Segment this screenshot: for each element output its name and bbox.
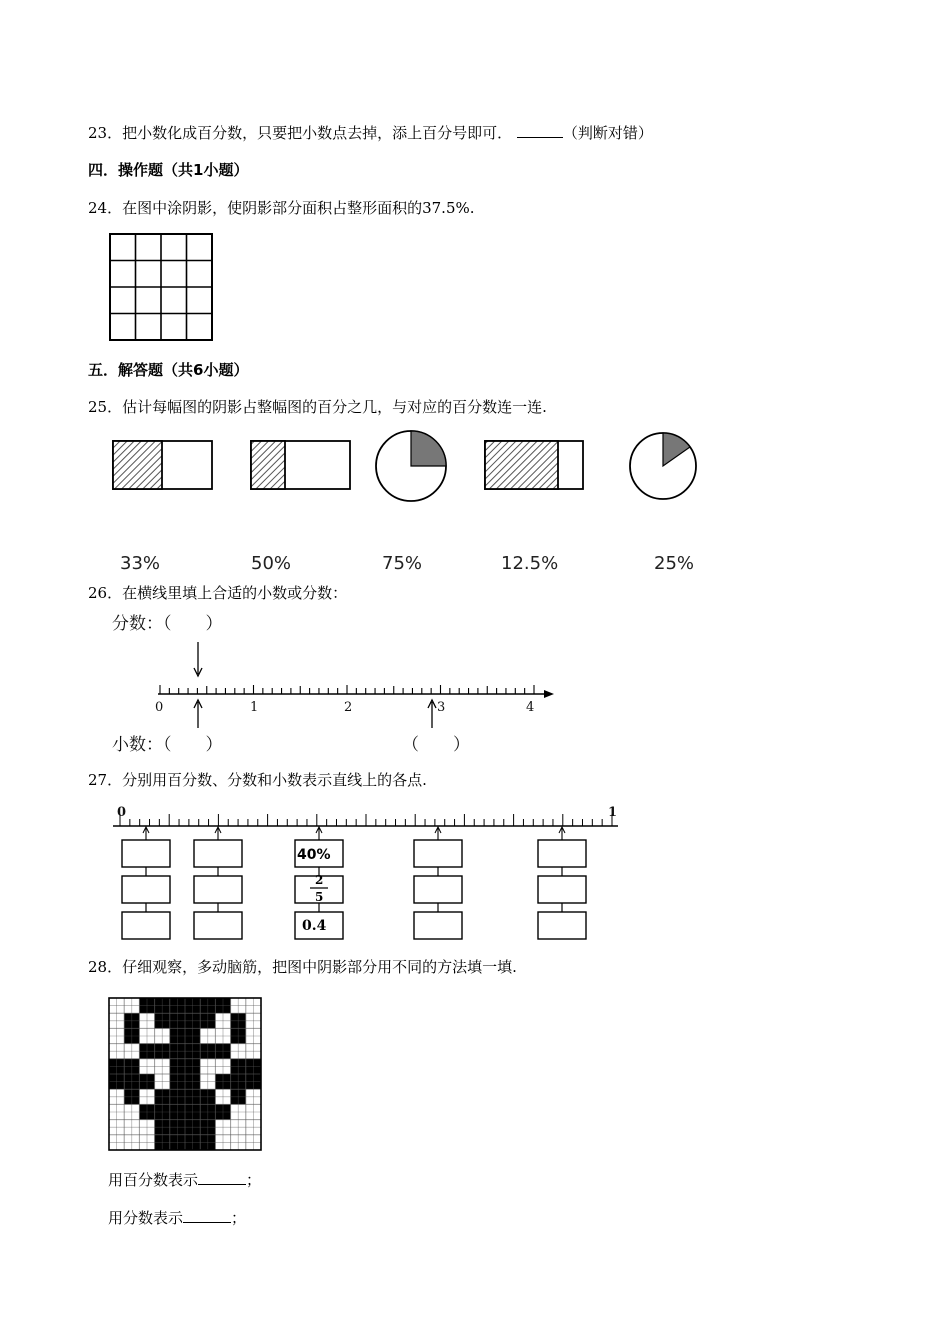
- question-number: 27．: [88, 771, 123, 789]
- answer-box[interactable]: [414, 876, 462, 903]
- question-text: 把小数化成百分数，只要把小数点去掉，添上百分号即可．: [122, 124, 513, 142]
- question-28: [88, 958, 517, 976]
- percent-option[interactable]: 75%: [382, 553, 423, 574]
- rect-figure-3[interactable]: [485, 441, 583, 489]
- question-number: 25．: [88, 398, 123, 416]
- decimal-blank[interactable]: （ ）: [402, 735, 470, 755]
- percent-option[interactable]: 33%: [120, 553, 161, 574]
- answer-box[interactable]: [538, 912, 586, 939]
- answer-line-fraction: [108, 1208, 246, 1227]
- fraction-label[interactable]: 分数：（ ）: [112, 614, 223, 634]
- question-text: 仔细观察，多动脑筋，把图中阴影部分用不同的方法填一填.: [122, 958, 517, 976]
- punctuation: ；: [246, 1171, 262, 1189]
- question-text: 在横线里填上合适的小数或分数：: [122, 584, 348, 602]
- filled-fraction-numerator: 2: [315, 873, 324, 887]
- answer-label: 用百分数表示: [108, 1171, 199, 1189]
- answer-box[interactable]: [538, 840, 586, 867]
- question-tail: （判断对错）: [562, 124, 653, 142]
- pixel-grid-figure: [109, 998, 262, 1148]
- answer-blank[interactable]: [198, 1170, 246, 1185]
- punctuation: ；: [231, 1209, 247, 1227]
- answer-box[interactable]: [414, 912, 462, 939]
- answer-label: 用分数表示: [108, 1209, 184, 1227]
- question-text: 分别用百分数、分数和小数表示直线上的各点.: [122, 771, 427, 789]
- question-number: 26．: [88, 584, 123, 602]
- start-label: 0: [117, 805, 127, 820]
- tick-label: 1: [250, 700, 259, 715]
- question-number: 24．: [88, 199, 123, 217]
- tick-label: 3: [437, 700, 446, 715]
- end-label: 1: [608, 805, 618, 820]
- question-number: 23．: [88, 124, 123, 142]
- shaded-figures-row: [100, 425, 705, 575]
- question-text: 估计每幅图的阴影占整幅图的百分之几，与对应的百分数连一连.: [122, 398, 547, 416]
- section-title: 五．解答题（共6小题）: [88, 361, 249, 379]
- tick-label: 0: [155, 700, 164, 715]
- answer-blank[interactable]: [183, 1208, 231, 1223]
- circle-figure-1[interactable]: [376, 431, 446, 501]
- filled-fraction-denominator: 5: [315, 890, 324, 904]
- question-24: [88, 199, 475, 217]
- number-line-0-1: [110, 802, 625, 942]
- question-27: [88, 771, 427, 789]
- grid-4x4-figure[interactable]: [109, 233, 213, 341]
- question-number: 28．: [88, 958, 123, 976]
- percent-option[interactable]: 25%: [654, 553, 695, 574]
- answer-box[interactable]: [194, 876, 242, 903]
- decimal-label[interactable]: 小数：（ ）: [112, 735, 223, 755]
- answer-box[interactable]: [122, 876, 170, 903]
- number-line-0-4: [110, 608, 560, 756]
- rect-figure-1[interactable]: [113, 441, 212, 489]
- answer-box[interactable]: [194, 840, 242, 867]
- section-title: 四．操作题（共1小题）: [88, 161, 249, 179]
- tick-label: 2: [344, 700, 353, 715]
- answer-box[interactable]: [538, 876, 586, 903]
- answer-box[interactable]: [122, 912, 170, 939]
- question-23: [88, 123, 653, 142]
- answer-blank[interactable]: [517, 123, 563, 138]
- percent-option[interactable]: 50%: [251, 553, 292, 574]
- filled-percent: 40%: [297, 847, 331, 863]
- circle-figure-2[interactable]: [630, 433, 696, 499]
- answer-box[interactable]: [122, 840, 170, 867]
- answer-box[interactable]: [414, 840, 462, 867]
- tick-label: 4: [526, 700, 535, 715]
- answer-box[interactable]: [194, 912, 242, 939]
- rect-figure-2[interactable]: [251, 441, 350, 489]
- question-text: 在图中涂阴影，使阴影部分面积占整形面积的37.5%.: [122, 199, 475, 217]
- answer-line-percent: [108, 1170, 261, 1189]
- question-26: [88, 584, 347, 602]
- percent-option[interactable]: 12.5%: [501, 553, 559, 574]
- filled-decimal: 0.4: [302, 918, 327, 934]
- question-25: [88, 398, 547, 416]
